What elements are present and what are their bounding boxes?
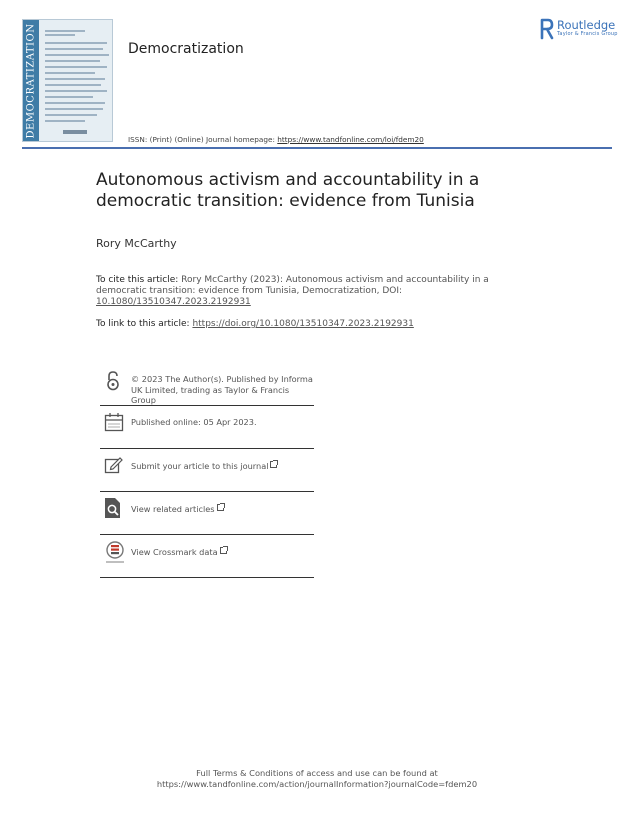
related-row[interactable] — [100, 492, 314, 535]
journal-cover-image — [22, 19, 113, 142]
routledge-r-icon — [540, 18, 554, 40]
footer-terms-text: Full Terms & Conditions of access and use can be found at — [196, 768, 438, 778]
footer — [0, 768, 634, 790]
cover-spine — [23, 20, 39, 141]
article-link-block — [96, 319, 414, 329]
cover-spine-title: DEMOCRATIZATION — [25, 23, 37, 138]
external-link-icon — [270, 461, 277, 468]
journal-name: Democratization — [128, 41, 244, 57]
open-access-icon — [104, 371, 122, 391]
crossmark-link[interactable] — [131, 547, 227, 558]
published-row — [100, 406, 314, 449]
open-access-text: © 2023 The Author(s). Published by Informa UK Limited, trading as Taylor & Francis Group — [131, 374, 313, 405]
footer-terms-link[interactable]: https://www.tandfonline.com/action/journalInformation?journalCode=fdem20 — [156, 779, 478, 789]
article-author: Rory McCarthy — [96, 237, 177, 250]
crossmark-icon — [104, 541, 126, 565]
document-search-icon — [104, 497, 122, 519]
edit-icon — [104, 455, 124, 475]
publisher-name: Routledge — [557, 18, 616, 32]
cover-publisher-logo — [63, 130, 87, 134]
publisher-tagline: Taylor & Francis Group — [557, 31, 618, 37]
submit-row[interactable] — [100, 449, 314, 492]
citation-block — [96, 275, 496, 308]
published-date-text: Published online: 05 Apr 2023. — [131, 417, 257, 427]
citation-text: Rory McCarthy (2023): Autonomous activism and accountability in a democratic transition: evidence from Tunisia, Democratization, DOI: — [96, 275, 489, 296]
article-title: Autonomous activism and accountability in a democratic transition: evidence from Tunisia — [96, 170, 480, 211]
journal-homepage-link[interactable]: https://www.tandfonline.com/loi/fdem20 — [277, 135, 424, 144]
submit-article-label: Submit your article to this journal — [131, 461, 269, 471]
article-link-label: To link to this article: — [96, 319, 190, 329]
open-access-row — [100, 370, 314, 406]
related-articles-label: View related articles — [131, 504, 215, 514]
citation-label: To cite this article: — [96, 275, 179, 285]
issn-text: ISSN: (Print) (Online) Journal homepage: — [128, 135, 275, 144]
related-articles-link[interactable] — [131, 504, 224, 515]
issn-line — [128, 135, 424, 144]
external-link-icon — [220, 547, 227, 554]
calendar-icon — [104, 412, 124, 432]
article-doi-link[interactable]: https://doi.org/10.1080/13510347.2023.2192931 — [192, 319, 414, 329]
submit-article-link[interactable] — [131, 461, 277, 472]
external-link-icon — [217, 504, 224, 511]
citation-doi-link[interactable]: 10.1080/13510347.2023.2192931 — [96, 297, 251, 307]
crossmark-row[interactable] — [100, 535, 314, 578]
header-divider — [22, 147, 612, 149]
crossmark-label: View Crossmark data — [131, 547, 218, 557]
